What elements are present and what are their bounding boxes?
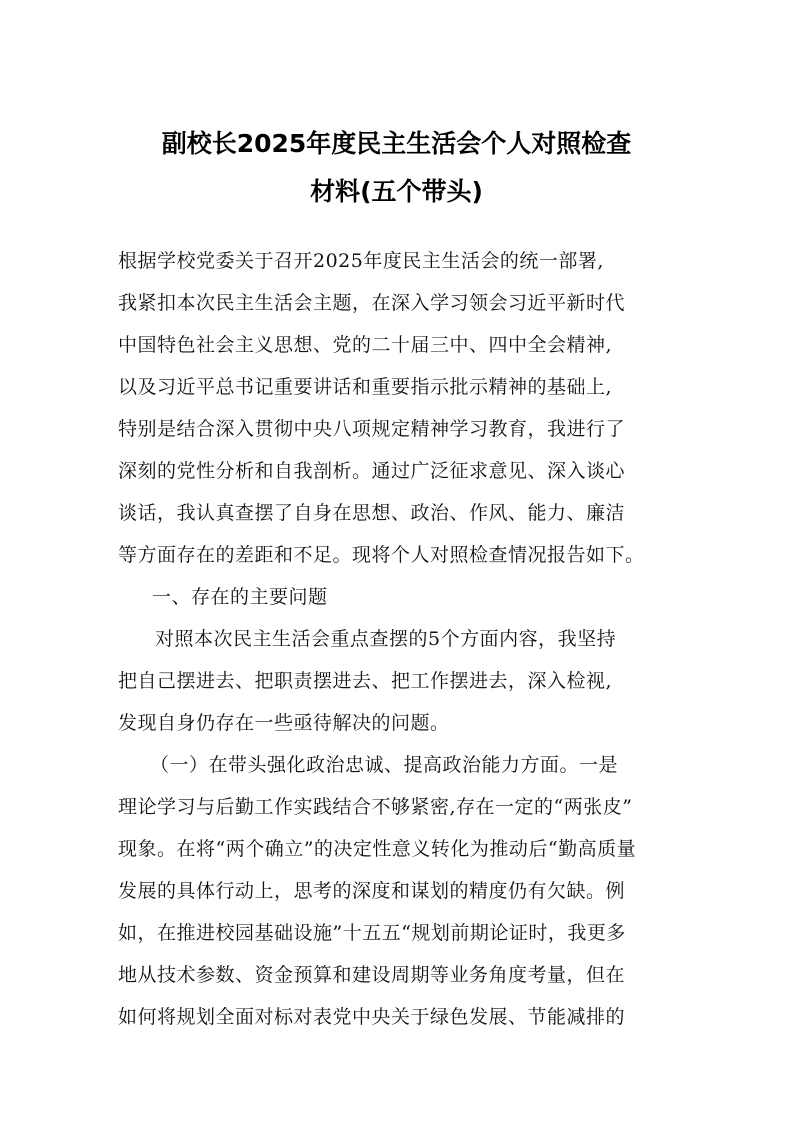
body-line: 特别是结合深入贯彻中央八项规定精神学习教育，我进行了 xyxy=(118,418,626,440)
body-line: 理论学习与后勤工作实践结合不够紧密,存在一定的“两张皮” xyxy=(118,796,633,818)
subsection-line: （一）在带头强化政治忠诚、提高政治能力方面。一是 xyxy=(150,754,619,776)
body-line: 等方面存在的差距和不足。现将个人对照检查情况报告如下。 xyxy=(118,544,645,566)
body-line: 对照本次民主生活会重点查摆的5个方面内容，我坚持 xyxy=(155,628,617,650)
body-line: 发现自身仍存在一些亟待解决的问题。 xyxy=(118,712,450,734)
body-line: 以及习近平总书记重要讲话和重要指示批示精神的基础上, xyxy=(118,376,613,398)
body-line: 现象。在将“两个确立”的决定性意义转化为推动后“勤高质量 xyxy=(118,838,637,860)
body-line: 如，在推进校园基础设施”十五五“规划前期论证时，我更多 xyxy=(118,922,626,944)
document-title-line-1: 副校长2025年度民主生活会个人对照检查 xyxy=(161,129,632,158)
body-line: 中国特色社会主义思想、党的二十届三中、四中全会精神, xyxy=(118,334,613,356)
body-line: 把自己摆进去、把职责摆进去、把工作摆进去，深入检视, xyxy=(118,670,613,692)
section-heading: 一、存在的主要问题 xyxy=(152,586,328,608)
body-line: 谈话，我认真查摆了自身在思想、政治、作风、能力、廉洁 xyxy=(118,502,626,524)
body-line: 地从技术参数、资金预算和建设周期等业务角度考量，但在 xyxy=(118,964,626,986)
document-title-line-2: 材料(五个带头) xyxy=(310,177,483,206)
body-line: 根据学校党委关于召开2025年度民主生活会的统一部署, xyxy=(118,250,604,272)
body-line: 深刻的党性分析和自我剖析。通过广泛征求意见、深入谈心 xyxy=(118,460,626,482)
body-line: 如何将规划全面对标对表党中央关于绿色发展、节能减排的 xyxy=(118,1006,626,1028)
body-line: 发展的具体行动上，思考的深度和谋划的精度仍有欠缺。例 xyxy=(118,880,626,902)
body-line: 我紧扣本次民主生活会主题，在深入学习领会习近平新时代 xyxy=(118,292,626,314)
